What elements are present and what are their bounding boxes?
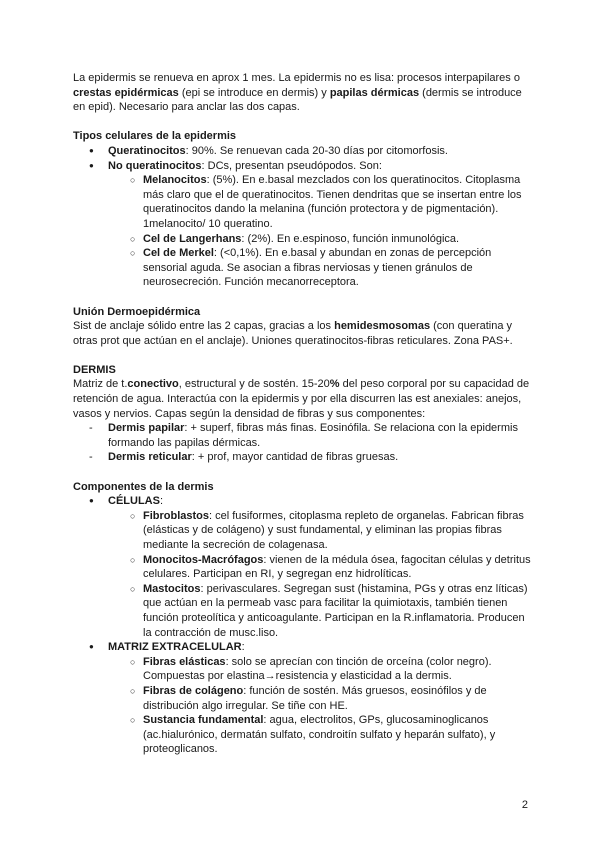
- definition: : (5%). En e.basal mezclados con los queratinocitos. Citoplasma más claro que el de queratinocitos. Tienen dendritas que se insertan entre los queratinocitos dando la melanina (función protectora y de pigmentación). 1melanocito/ 10 queratino.: [143, 174, 522, 230]
- list-item: [73, 655, 533, 684]
- intro-text-1: La epidermis se renueva en aprox 1 mes. La epidermis no es lisa: procesos interpapilares o: [73, 72, 520, 84]
- definition: : DCs, presentan pseudópodos. Son:: [201, 159, 382, 172]
- definition: : perivasculares. Segregan sust (histamina, PGs y otras enz líticas) que actúan en la permeab vasc para facilitar la quimiotaxis, también tienen función proteolítica y anticoagulante. Participan en la R.inflamatoria. Producen la contracción de musc.liso.: [143, 582, 528, 639]
- list-item: [73, 173, 533, 231]
- list-item: [73, 684, 533, 713]
- definition: : función de sostén. Más gruesos, eosinófilos y de distribución algo irregular. Se tiñe con HE.: [143, 684, 487, 712]
- term: Fibroblastos: [143, 509, 210, 522]
- union-heading: Unión Dermoepidérmica: [73, 305, 201, 318]
- term: Fibras elásticas: [143, 655, 226, 668]
- union-text-2: (con queratina y otras prot que actúan en el anclaje). Uniones queratinocitos-fibras reticulares. Zona PAS+.: [73, 320, 513, 347]
- term: Dermis papilar: [108, 422, 185, 435]
- list-item: [73, 232, 533, 247]
- dermis-heading: DERMIS: [73, 363, 116, 376]
- definition: : (2%). En e.espinoso, función inmunológica.: [241, 232, 460, 245]
- term: No queratinocitos: [108, 159, 202, 172]
- list-item: [73, 144, 533, 159]
- dermis-text-1: Matriz de t.: [73, 378, 128, 391]
- componentes-list: [73, 494, 533, 757]
- intro-bold-2: papilas dérmicas: [329, 86, 420, 99]
- list-item: [73, 509, 533, 553]
- term: Monocitos-Macrófagos: [143, 553, 264, 566]
- intro-paragraph: [73, 71, 533, 115]
- dermis-paragraph: [73, 377, 533, 421]
- term: Mastocitos: [143, 582, 201, 595]
- page-content: [73, 71, 533, 757]
- page-number: 2: [521, 799, 528, 811]
- definition: : (<0,1%). En e.basal y abundan en zonas de percepción sensorial aguda. Se asocian a fibras nerviosas y tienen gránulos de neurosecreción. Función mecanorreceptora.: [143, 247, 492, 289]
- list-item: [73, 450, 533, 465]
- list-item: [73, 421, 533, 450]
- term: Melanocitos: [143, 174, 207, 187]
- term: Cel de Merkel: [143, 247, 214, 260]
- dermis-layers-list: [73, 421, 533, 465]
- union-text-1: Sist de anclaje sólido entre las 2 capas, gracias a los: [73, 320, 335, 333]
- sub-list: [73, 173, 533, 290]
- sub-list: [73, 655, 533, 757]
- tipos-heading: Tipos celulares de la epidermis: [73, 130, 237, 143]
- colon: :: [159, 495, 164, 508]
- term: Dermis reticular: [108, 451, 192, 464]
- list-item: [73, 246, 533, 290]
- term: MATRIZ EXTRACELULAR: [108, 641, 242, 654]
- definition: : + superf, fibras más finas. Eosinófila. Se relaciona con la epidermis formando las papilas dérmicas.: [108, 422, 518, 449]
- definition: : cel fusiformes, citoplasma repleto de organelas. Fabrican fibras (elásticas y de colágeno) y sust fundamental, y eliminan las propias fibras mediante la secreción de colagenasa.: [143, 509, 524, 551]
- dermis-text-2: , estructural y de sostén. 15-20: [178, 378, 330, 391]
- intro-text-2: (epi se introduce en dermis) y: [178, 86, 330, 99]
- dermis-text-3: del peso corporal por su capacidad de retención de agua. Interactúa con la epidermis y por ella discurren las est anexiales: anejos, vasos y nervios. Capas según la densidad de fibras y sus componentes:: [73, 378, 530, 420]
- list-item: [73, 553, 533, 582]
- intro-text-3: (dermis se introduce en epid). Necesario para anclar las dos capas.: [73, 86, 522, 114]
- term: Sustancia fundamental: [143, 714, 264, 727]
- term: Cel de Langerhans: [143, 232, 242, 245]
- definition: : agua, electrolitos, GPs, glucosaminoglicanos (ac.hialurónico, dermatán sulfato, condroitín sulfato y heparán sulfato), y proteoglicanos.: [143, 714, 496, 756]
- definition: : 90%. Se renuevan cada 20-30 días por citomorfosis.: [185, 144, 448, 157]
- term: Queratinocitos: [108, 144, 186, 157]
- dermis-bold-1: conectivo: [127, 378, 179, 391]
- definition: : solo se aprecían con tinción de orceína (color negro). Compuestas por elastina→resistencia y elasticidad a la dermis.: [143, 655, 492, 683]
- union-paragraph: [73, 319, 533, 348]
- sub-list: [73, 509, 533, 640]
- list-item: [73, 640, 533, 757]
- list-item: [73, 159, 533, 290]
- definition: : + prof, mayor cantidad de fibras gruesas.: [191, 451, 399, 464]
- tipos-list: [73, 144, 533, 290]
- list-item: [73, 713, 533, 757]
- term: Fibras de colágeno: [143, 684, 244, 697]
- colon: :: [241, 641, 245, 654]
- list-item: [73, 494, 533, 640]
- list-item: [73, 582, 533, 640]
- intro-bold-1: crestas epidérmicas: [73, 86, 179, 99]
- dermis-bold-2: %: [329, 378, 340, 391]
- componentes-heading: Componentes de la dermis: [73, 480, 214, 493]
- definition: : vienen de la médula ósea, fagocitan células y detritus celulares. Participan en RI, y segregan enz hidrolíticas.: [143, 553, 531, 581]
- union-bold-1: hemidesmosomas: [334, 320, 431, 333]
- term: CÉLULAS: [108, 495, 160, 508]
